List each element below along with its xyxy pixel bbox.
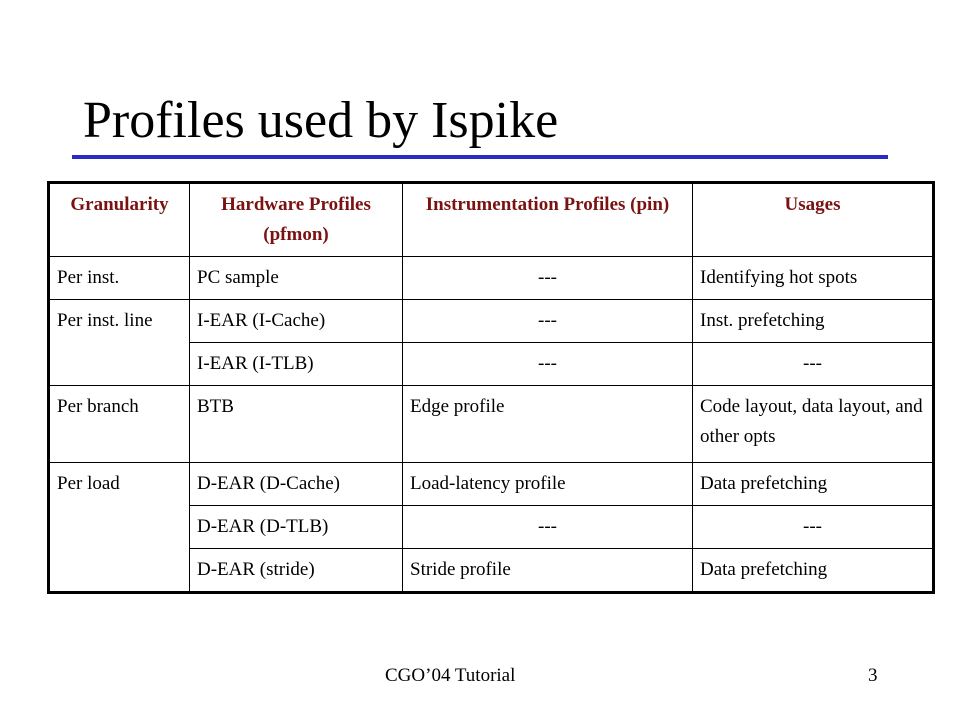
header-hardware-profiles: Hardware Profiles (pfmon)	[190, 183, 403, 257]
cell-instrumentation: ---	[403, 300, 693, 343]
cell-usages: Identifying hot spots	[693, 257, 934, 300]
table-row	[49, 300, 934, 343]
cell-instrumentation: Load-latency profile	[403, 463, 693, 506]
header-granularity: Granularity	[49, 183, 190, 257]
cell-usages: Code layout, data layout, and other opts	[693, 386, 934, 463]
cell-usages: Data prefetching	[693, 463, 934, 506]
table-header-row	[49, 183, 934, 257]
table-row	[49, 386, 934, 463]
cell-hardware: D-EAR (stride)	[190, 549, 403, 593]
cell-instrumentation: ---	[403, 257, 693, 300]
cell-granularity: Per load	[49, 463, 190, 593]
cell-instrumentation: Edge profile	[403, 386, 693, 463]
title-underline	[72, 155, 888, 159]
table-row	[49, 257, 934, 300]
cell-hardware: D-EAR (D-Cache)	[190, 463, 403, 506]
cell-usages: Inst. prefetching	[693, 300, 934, 343]
header-instrumentation-profiles: Instrumentation Profiles (pin)	[403, 183, 693, 257]
cell-usages: ---	[693, 343, 934, 386]
header-usages: Usages	[693, 183, 934, 257]
cell-instrumentation: Stride profile	[403, 549, 693, 593]
cell-granularity: Per inst.	[49, 257, 190, 300]
slide-title: Profiles used by Ispike	[83, 92, 559, 149]
page-number: 3	[868, 665, 878, 686]
cell-granularity: Per branch	[49, 386, 190, 463]
cell-granularity: Per inst. line	[49, 300, 190, 386]
cell-hardware: PC sample	[190, 257, 403, 300]
footer-text: CGO’04 Tutorial	[385, 665, 516, 686]
cell-hardware: I-EAR (I-Cache)	[190, 300, 403, 343]
table-row	[49, 463, 934, 506]
cell-hardware: D-EAR (D-TLB)	[190, 506, 403, 549]
cell-instrumentation: ---	[403, 506, 693, 549]
cell-usages: ---	[693, 506, 934, 549]
profiles-table	[47, 181, 935, 594]
cell-hardware: I-EAR (I-TLB)	[190, 343, 403, 386]
cell-instrumentation: ---	[403, 343, 693, 386]
cell-hardware: BTB	[190, 386, 403, 463]
cell-usages: Data prefetching	[693, 549, 934, 593]
